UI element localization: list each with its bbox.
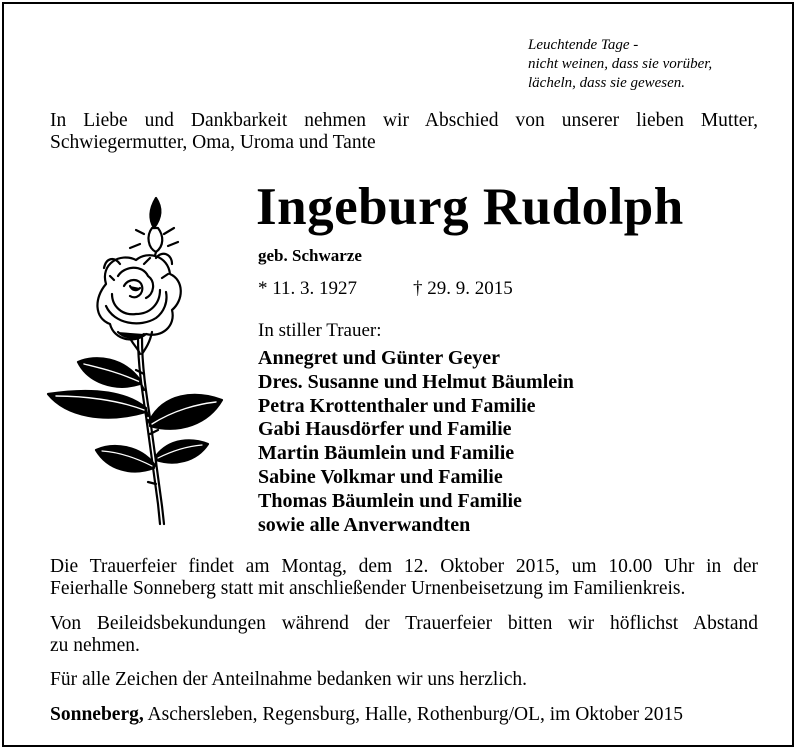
motto [528,36,712,93]
places-date: Aschersleben, Regensburg, Halle, Rothenburg/OL, im Oktober 2015 [143,704,683,725]
condolence-line-1: Von Beileidsbekundungen während der Trauerfeier bitten wir höflichst Abstand [50,613,758,634]
deceased-name: Ingeburg Rudolph [256,178,684,236]
mourner-name: Petra Krottenthaler und Familie [258,394,536,417]
maiden-name: geb. Schwarze [258,246,362,265]
funeral-line-2: Feierhalle Sonneberg statt mit anschließender Urnenbeisetzung im Familienkreis. [50,578,686,599]
place-name: Sonneberg, [50,704,144,725]
mourner-name: Gabi Hausdörfer und Familie [258,418,512,441]
intro-text [50,110,758,154]
motto-line: lächeln, dass sie gewesen. [528,75,686,91]
mourners-list [258,347,574,537]
motto-line: nicht weinen, dass sie vorüber, [528,56,713,72]
signature-line [50,704,758,726]
obituary-frame [2,2,794,747]
condolence-note [50,613,758,657]
intro-line-2: Schwiegermutter, Oma, Uroma und Tante [50,132,376,153]
funeral-line-1: Die Trauerfeier findet am Montag, dem 12. Oktober 2015, um 10.00 Uhr in der [50,556,758,577]
mourner-name: Sabine Volkmar und Familie [258,465,503,488]
death-date: † 29. 9. 2015 [413,278,513,299]
mourner-name: Thomas Bäumlein und Familie [258,489,522,512]
motto-line: Leuchtende Tage - [528,37,639,53]
mourner-name: Annegret und Günter Geyer [258,347,501,369]
mourning-label: In stiller Trauer: [258,320,382,341]
mourner-name: sowie alle Anverwandten [258,513,471,536]
funeral-info [50,556,758,600]
intro-line-1: In Liebe und Dankbarkeit nehmen wir Abschied von unserer lieben Mutter, [50,110,758,131]
birth-date: * 11. 3. 1927 [258,278,358,299]
mourner-name: Martin Bäumlein und Familie [258,442,515,465]
rose-icon [44,194,226,544]
life-dates [258,278,513,300]
condolence-line-2: zu nehmen. [50,635,140,656]
mourner-name: Dres. Susanne und Helmut Bäumlein [258,370,574,393]
thanks-note: Für alle Zeichen der Anteilnahme bedanken wir uns herzlich. [50,669,528,690]
